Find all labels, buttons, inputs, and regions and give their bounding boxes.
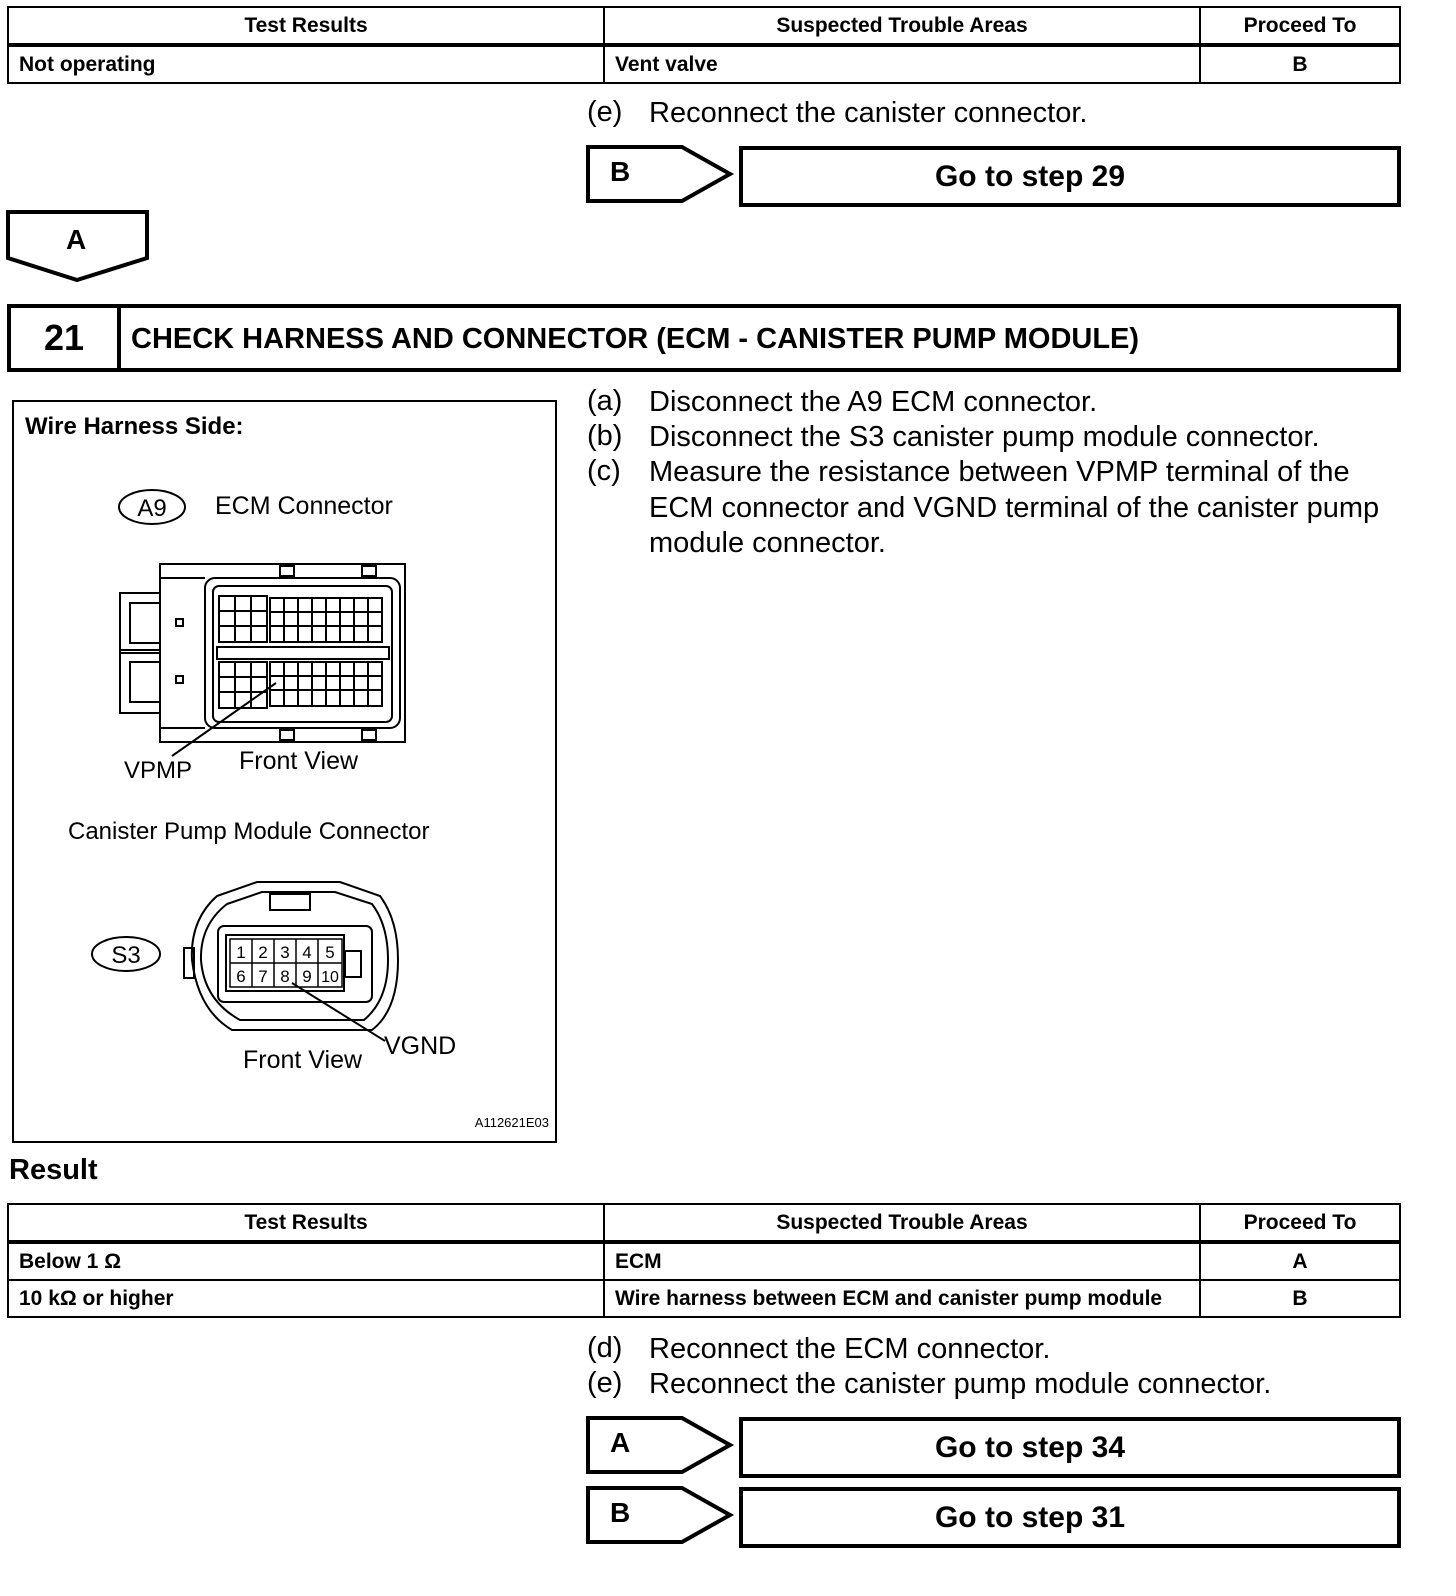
cell-trouble-area: ECM (604, 1242, 1200, 1280)
front-view-label-1: Front View (239, 747, 359, 775)
pin-7: 7 (258, 967, 268, 986)
table-row (8, 1242, 1400, 1280)
section-header (7, 304, 1401, 372)
result-table (7, 1203, 1401, 1318)
ecm-name: ECM Connector (215, 492, 393, 520)
step-e-top (587, 96, 1387, 132)
step-text-line-3: module connector. (649, 527, 886, 559)
vgnd-label: VGND (384, 1032, 457, 1060)
top-result-table (7, 6, 1401, 84)
step-b (587, 420, 1407, 456)
step-label: (e) (587, 96, 623, 128)
nav-a-arrow[interactable] (6, 210, 150, 282)
right-arrow-box-icon (586, 145, 736, 203)
step-e (587, 1367, 1407, 1403)
pin-1: 1 (236, 943, 246, 962)
pin-2: 2 (258, 943, 268, 962)
vpmp-label: VPMP (124, 757, 193, 784)
step-text: Disconnect the A9 ECM connector. (649, 386, 1098, 418)
cell-proceed: B (1200, 1280, 1400, 1317)
pump-connector-name: Canister Pump Module Connector (68, 818, 430, 845)
nav-letter: A (610, 1427, 631, 1458)
step-label: (d) (587, 1332, 623, 1364)
table-header-row (8, 1204, 1400, 1242)
ecm-connector-drawing (120, 564, 405, 756)
section-number: 21 (11, 308, 121, 368)
go-to-label: Go to step 29 (934, 160, 1126, 193)
header-proceed-to: Proceed To (1200, 7, 1400, 45)
connector-figure (12, 400, 557, 1143)
step-label: (e) (587, 1367, 623, 1399)
section-title: CHECK HARNESS AND CONNECTOR (ECM - CANISTER PUMP MODULE) (131, 323, 1140, 355)
pump-code: S3 (111, 942, 141, 969)
step-text: Reconnect the canister pump module connector. (649, 1368, 1272, 1400)
go-to-label: Go to step 31 (934, 1501, 1126, 1534)
nav-b-arrow-bottom[interactable] (586, 1486, 736, 1544)
pin-9: 9 (302, 967, 312, 986)
header-suspected-areas: Suspected Trouble Areas (604, 7, 1200, 45)
step-text: Reconnect the canister connector. (649, 97, 1088, 129)
header-proceed-to: Proceed To (1200, 1204, 1400, 1242)
cell-test-result: Not operating (8, 45, 604, 83)
cell-proceed: B (1200, 45, 1400, 83)
pump-connector-drawing (184, 882, 398, 1030)
header-test-results: Test Results (8, 1204, 604, 1242)
go-to-step-29-button[interactable] (739, 146, 1401, 207)
step-text: Disconnect the S3 canister pump module connector. (649, 421, 1320, 453)
pin-8: 8 (280, 967, 290, 986)
cell-proceed: A (1200, 1242, 1400, 1280)
cell-trouble-area: Wire harness between ECM and canister pump module (604, 1280, 1200, 1317)
nav-a-arrow-bottom[interactable] (586, 1416, 736, 1474)
pin-5: 5 (325, 943, 335, 962)
go-to-label: Go to step 34 (934, 1431, 1126, 1464)
pin-6: 6 (236, 967, 246, 986)
nav-letter: B (610, 156, 631, 187)
go-to-step-31-button[interactable] (739, 1487, 1401, 1548)
cell-test-result: Below 1 Ω (8, 1242, 604, 1280)
ecm-code: A9 (137, 495, 167, 522)
step-d (587, 1332, 1407, 1368)
front-view-label-2: Front View (243, 1046, 363, 1074)
step-label: (c) (587, 455, 621, 487)
step-label: (a) (587, 385, 623, 417)
pin-4: 4 (302, 943, 312, 962)
table-row (8, 1280, 1400, 1317)
pin-3: 3 (280, 943, 290, 962)
step-text-line-2: ECM connector and VGND terminal of the canister pump (649, 492, 1380, 524)
step-text: Reconnect the ECM connector. (649, 1333, 1051, 1365)
nav-b-arrow[interactable] (586, 145, 736, 203)
result-heading: Result (9, 1154, 98, 1186)
figure-id: A112621E03 (474, 1115, 549, 1130)
nav-letter: B (610, 1497, 631, 1528)
cell-trouble-area: Vent valve (604, 45, 1200, 83)
step-label: (b) (587, 420, 623, 452)
right-arrow-box-icon (586, 1486, 736, 1544)
header-suspected-areas: Suspected Trouble Areas (604, 1204, 1200, 1242)
pin-10: 10 (321, 969, 339, 986)
table-header-row (8, 7, 1400, 45)
header-test-results: Test Results (8, 7, 604, 45)
figure-heading: Wire Harness Side: (25, 413, 244, 440)
connector-diagram (12, 400, 557, 1143)
nav-letter: A (66, 224, 87, 255)
step-c (587, 455, 1407, 565)
pin-grid (230, 939, 342, 987)
go-to-step-34-button[interactable] (739, 1417, 1401, 1478)
table-row (8, 45, 1400, 83)
cell-test-result: 10 kΩ or higher (8, 1280, 604, 1317)
right-arrow-box-icon (586, 1416, 736, 1474)
step-a (587, 385, 1407, 421)
step-text-line-1: Measure the resistance between VPMP terminal of the (649, 456, 1350, 488)
